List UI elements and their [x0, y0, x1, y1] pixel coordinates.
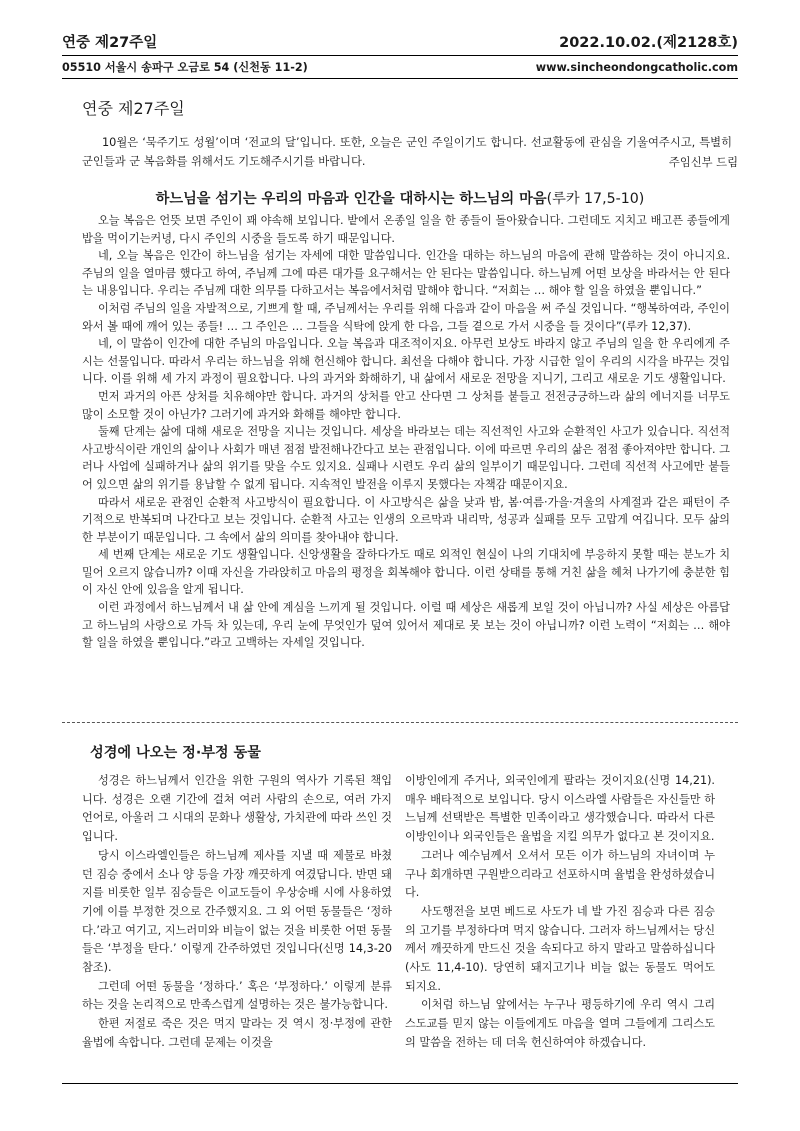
animals-heading: 성경에 나오는 정·부정 동물 — [90, 745, 261, 761]
animals-paragraph: 당시 이스라엘인들은 하느님께 제사를 지낼 때 제물로 바쳤던 짐승 중에서 소나 양 등을 가장 깨끗하게 여겼답니다. 반면 돼지를 비롯한 일부 짐승들은 이교도들이 우상숭배 시에 사용하였기에 이를 부정한 것으로 간주했지요. 그 외 어떤 동물들은 ‘정하다.’라고 여기고, 지느러미와 비늘이 없는 것을 비롯한 어떤 동물들은 ‘부정을 탄다.’ 이렇게 간주하였던 것입니다(신명 14,3-20 참조). — [82, 848, 392, 975]
animals-column-left — [82, 772, 392, 1053]
sermon-paragraph: 오늘 복음은 언뜻 보면 주인이 꽤 야속해 보입니다. 밭에서 온종일 일을 한 종들이 돌아왔습니다. 그런데도 지치고 배고픈 종들에게 밥을 먹이기는커녕, 다시 주인의 시중을 들도록 하기 때문입니다. — [82, 214, 730, 245]
sermon-reference: (루카 17,5-10) — [546, 191, 645, 207]
header-top — [62, 30, 738, 52]
sermon-paragraph: 따라서 새로운 관점인 순환적 사고방식이 필요합니다. 이 사고방식은 삶을 낮과 밤, 봄·여름·가을·겨울의 사계절과 같은 패턴이 주기적으로 반복되며 나간다고 보는 것입니다. 순환적 사고는 인생의 오르막과 내리막, 성공과 실패를 모두 고맙게 여깁니다. 모두 삶의 한 부분이기 때문입니다. 그 속에서 삶의 의미를 찾아내야 합니다. — [82, 495, 730, 544]
animals-paragraph: 한편 저절로 죽은 것은 먹지 말라는 것 역시 정·부정에 관한 율법에 속합니다. 그런데 문제는 이것을 — [82, 1017, 392, 1049]
footer-rule — [62, 1083, 738, 1084]
sermon-paragraph: 세 번째 단계는 새로운 기도 생활입니다. 신앙생활을 잘하다가도 때로 외적인 현실이 나의 기대치에 부응하지 못할 때는 분노가 치밀어 오르지 않습니까? 이때 자신을 가라앉히고 마음의 평정을 회복해야 합니다. 이런 상태를 통해 거친 삶을 헤쳐 나가기에 충분한 힘이 자신 안에 있음을 알게 됩니다. — [82, 548, 731, 597]
header-address: 05510 서울시 송파구 오금로 54 (신천동 11-2) — [62, 61, 308, 74]
animals-paragraph: 사도행전을 보면 베드로 사도가 네 발 가진 짐승과 다른 짐승의 고기를 부정하다며 먹지 않습니다. 그러자 하느님께서는 당신께서 깨끗하게 만드신 것을 속되다고 하지 말라고 말씀하십니다(사도 11,4-10). 당연히 돼지고기나 비늘 없는 동물도 먹어도 되지요. — [405, 904, 715, 993]
sermon-heading — [0, 188, 800, 208]
animals-paragraph: 성경은 하느님께서 인간을 위한 구원의 역사가 기록된 책입니다. 성경은 오랜 기간에 걸쳐 여러 사람의 손으로, 여러 가지 언어로, 아울러 그 시대의 문화나 생활상, 가치관에 따라 쓰인 것입니다. — [82, 774, 392, 844]
sermon-body — [82, 212, 730, 652]
header-date: 2022.10.02.(제2128호) — [559, 35, 738, 51]
sermon-title: 하느님을 섬기는 우리의 마음과 인간을 대하시는 하느님의 마음 — [155, 191, 547, 207]
intro-heading: 연중 제27주일 — [82, 99, 185, 118]
header-website[interactable]: www.sincheondongcatholic.com — [535, 60, 738, 74]
sermon-paragraph: 먼저 과거의 아픈 상처를 치유해야만 합니다. 과거의 상처를 안고 산다면 그 상처를 붙들고 전전긍긍하느라 삶의 에너지를 너무도 많이 소모할 것이 아닌가? 그러기에 과거와 화해를 해야만 합니다. — [82, 389, 730, 421]
header-rule-bottom — [62, 78, 738, 79]
sermon-paragraph: 둘째 단계는 삶에 대해 새로운 전망을 지니는 것입니다. 세상을 바라보는 데는 직선적인 사고와 순환적인 사고가 있습니다. 직선적 사고방식이란 개인의 삶이나 사회가 매년 점점 발전해나간다고 보는 관점입니다. 이에 따르면 우리의 삶은 점점 좋아져야만 합니다. 그러나 사업에 실패하거나 삶의 위기를 맞을 수도 있지요. 실패나 시련도 우리 삶의 일부이기 때문입니다. 그런데 직선적 사고에만 붙들어 있으면 삶의 위기를 용납할 수 없게 됩니다. 지속적인 발전을 이루지 못했다는 자책감 때문이지요. — [82, 425, 730, 491]
section-divider — [62, 722, 738, 723]
animals-paragraph: 그러나 예수님께서 오셔서 모든 이가 하느님의 자녀이며 누구나 회개하면 구원받으리라고 선포하시며 율법을 완성하셨습니다. — [405, 848, 715, 900]
animals-paragraph: 이방인에게 주거나, 외국인에게 팔라는 것이지요(신명 14,21). 매우 배타적으로 보입니다. 당시 이스라엘 사람들은 자신들만 하느님께 선택받은 특별한 민족이라고 생각했습니다. 따라서 다른 이방인이나 외국인들은 율법을 지킬 의무가 없다고 본 것이지요. — [405, 774, 715, 844]
intro-signature: 주임신부 드림 — [668, 156, 738, 169]
sermon-paragraph: 이런 과정에서 하느님께서 내 삶 안에 계심을 느끼게 될 것입니다. 이럴 때 세상은 새롭게 보일 것이 아닙니까? 사실 세상은 아름답고 하느님의 사랑으로 가득 차 있는데, 우리 눈에 무엇인가 덮여 있어서 제대로 못 보는 것이 아닙니까? 이런 노력이 “저희는 … 해야 할 일을 하였을 뿐입니다.”라고 고백하는 자세일 것입니다. — [82, 601, 730, 650]
sermon-paragraph: 네, 이 말씀이 인간에 대한 주님의 마음입니다. 오늘 복음과 대조적이지요. 아무런 보상도 바라지 않고 주님의 일을 한 우리에게 주시는 선물입니다. 따라서 우리는 하느님을 위해 헌신해야 합니다. 최선을 다해야 합니다. 가장 시급한 일이 우리의 시각을 바꾸는 것입니다. 이를 위해 세 가지 과정이 필요합니다. 나의 과거와 화해하기, 내 삶에서 새로운 전망을 지니기, 그리고 새로운 기도 생활입니다. — [82, 337, 730, 386]
animals-paragraph: 이처럼 하느님 앞에서는 누구나 평등하기에 우리 역시 그리스도교를 믿지 않는 이들에게도 마음을 열며 그들에게 그리스도의 말씀을 전하는 데 더욱 헌신하여야 하겠습니다. — [405, 998, 715, 1049]
sermon-paragraph: 네, 오늘 복음은 인간이 하느님을 섬기는 자세에 대한 말씀입니다. 인간을 대하는 하느님의 마음에 관해 말씀하는 것이 아니지요. 주님의 일을 열마큼 했다고 하여, 주님께 그에 따른 대가를 요구해서는 안 된다는 말씀입니다. 하느님께 어떤 보상을 바라서는 안 된다는 내용입니다. 우리는 주님께 대한 의무를 다하고서는 복음에서처럼 말해야 합니다. “저희는 … 해야 할 일을 하였을 뿐입니다.” — [82, 249, 730, 298]
animals-column-right — [405, 772, 715, 1053]
header-title: 연중 제27주일 — [62, 35, 158, 51]
sermon-paragraph: 이처럼 주님의 일을 자발적으로, 기쁘게 할 때, 주님께서는 우리를 위해 다음과 같이 마음을 써 주실 것입니다. “행복하여라, 주인이 와서 볼 때에 깨어 있는 종들! … 그 주인은 … 그들을 식탁에 앉게 한 다음, 그들 곁으로 가서 시중을 들 것이다”(루카 12,37). — [82, 301, 730, 333]
header-sub — [62, 58, 738, 76]
animals-paragraph: 그런데 어떤 동물을 ‘정하다.’ 혹은 ‘부정하다.’ 이렇게 분류하는 것을 논리적으로 만족스럽게 설명하는 것은 불가능합니다. — [82, 979, 392, 1012]
header-rule-top — [62, 55, 738, 56]
intro-text: 10월은 ‘묵주기도 성월’이며 ‘전교의 달’입니다. 또한, 오늘은 군인 주일이기도 합니다. 선교활동에 관심을 기울여주시고, 특별히 군인들과 군 복음화를 위해서도 기도해주시기를 바랍니다. — [82, 136, 732, 168]
